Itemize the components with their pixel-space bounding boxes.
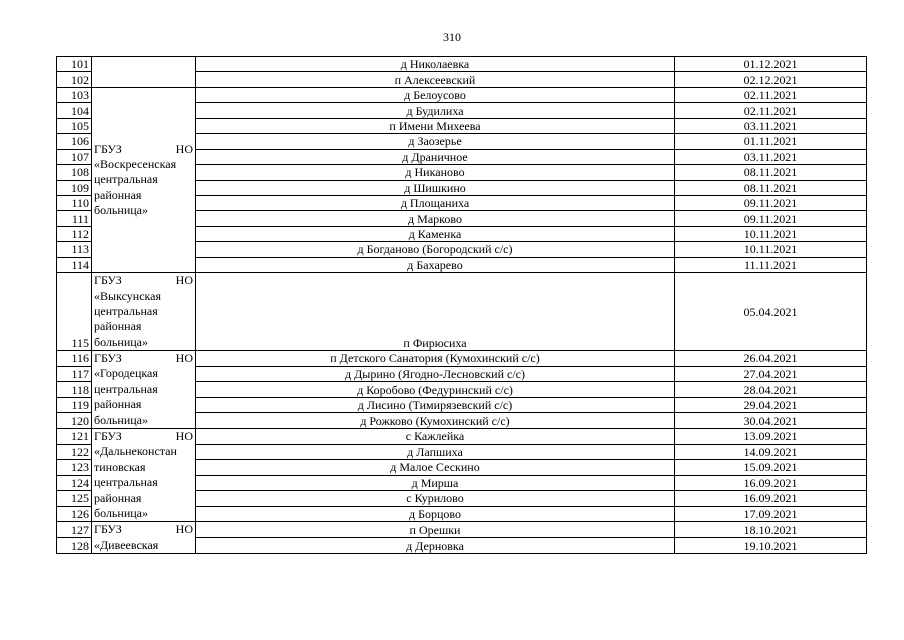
settlement-name: с Курилово [196, 491, 675, 507]
row-number: 102 [57, 72, 92, 87]
institution-cell [92, 57, 196, 88]
institution-line: районная [94, 319, 142, 334]
row-number: 119 [57, 397, 92, 413]
visit-date: 10.11.2021 [675, 226, 867, 241]
institution-line: «Городецкая [94, 366, 158, 381]
settlement-name: д Никаново [196, 165, 675, 180]
visit-date: 27.04.2021 [675, 366, 867, 382]
visit-date: 30.04.2021 [675, 413, 867, 429]
institution-word: ГБУЗ [94, 351, 122, 366]
row-number: 101 [57, 57, 92, 72]
row-number: 103 [57, 87, 92, 102]
row-number: 118 [57, 382, 92, 398]
visit-date: 02.11.2021 [675, 103, 867, 118]
settlement-name: д Дырино (Ягодно-Лесновский с/с) [196, 366, 675, 382]
institution-word: НО [175, 273, 193, 288]
table-row [57, 351, 867, 367]
settlement-name: д Борцово [196, 506, 675, 522]
table-body [57, 57, 867, 554]
visit-date: 09.11.2021 [675, 195, 867, 210]
visit-date: 16.09.2021 [675, 475, 867, 491]
institution-cell [92, 273, 196, 351]
row-number: 121 [57, 429, 92, 445]
settlement-name: д Бахарево [196, 257, 675, 272]
visit-date: 18.10.2021 [675, 522, 867, 538]
institution-line: больница» [94, 412, 148, 427]
institution-line: районная [94, 187, 142, 202]
row-number: 107 [57, 149, 92, 164]
visit-date: 10.11.2021 [675, 242, 867, 257]
visit-date: 02.12.2021 [675, 72, 867, 87]
settlement-name: д Драничное [196, 149, 675, 164]
row-number: 106 [57, 134, 92, 149]
settlement-name: д Заозерье [196, 134, 675, 149]
institution-line: районная [94, 490, 142, 505]
page-number: 310 [443, 30, 461, 44]
data-table [56, 56, 867, 554]
institution-word: НО [175, 429, 193, 444]
institution-word: ГБУЗ [94, 141, 122, 156]
institution-line: центральная [94, 381, 158, 396]
row-number: 108 [57, 165, 92, 180]
visit-date: 15.09.2021 [675, 460, 867, 476]
settlement-name: д Мирша [196, 475, 675, 491]
visit-date: 14.09.2021 [675, 444, 867, 460]
institution-line: «Выксунская [94, 288, 162, 303]
visit-date: 08.11.2021 [675, 180, 867, 195]
visit-date: 28.04.2021 [675, 382, 867, 398]
settlement-name: д Лапшиха [196, 444, 675, 460]
visit-date: 13.09.2021 [675, 429, 867, 445]
row-number: 115 [57, 273, 92, 351]
visit-date: 26.04.2021 [675, 351, 867, 367]
visit-date: 16.09.2021 [675, 491, 867, 507]
institution-word: НО [175, 141, 193, 156]
institution-cell [92, 522, 196, 554]
settlement-name: д Лисино (Тимирязевский с/с) [196, 397, 675, 413]
institution-word: ГБУЗ [94, 273, 122, 288]
visit-date: 03.11.2021 [675, 118, 867, 133]
institution-cell [92, 87, 196, 272]
settlement-name: д Площаниха [196, 195, 675, 210]
settlement-name: п Фирюсиха [196, 273, 675, 351]
table-row [57, 429, 867, 445]
settlement-name: п Имени Михеева [196, 118, 675, 133]
institution-word: ГБУЗ [94, 522, 122, 537]
row-number: 125 [57, 491, 92, 507]
table-row [57, 522, 867, 538]
row-number: 122 [57, 444, 92, 460]
row-number: 109 [57, 180, 92, 195]
row-number: 124 [57, 475, 92, 491]
settlement-name: д Николаевка [196, 57, 675, 72]
visit-date: 08.11.2021 [675, 165, 867, 180]
table-row [57, 87, 867, 102]
institution-line [94, 429, 193, 444]
settlement-name: д Белоусово [196, 87, 675, 102]
institution-line: больница» [94, 203, 148, 218]
settlement-name: с Кажлейка [196, 429, 675, 445]
settlement-name: д Будилиха [196, 103, 675, 118]
settlement-name: д Малое Сескино [196, 460, 675, 476]
settlement-name: д Богданово (Богородский с/с) [196, 242, 675, 257]
settlement-name: п Орешки [196, 522, 675, 538]
visit-date: 03.11.2021 [675, 149, 867, 164]
institution-line: больница» [94, 505, 148, 520]
settlement-name: п Алексеевский [196, 72, 675, 87]
visit-date: 17.09.2021 [675, 506, 867, 522]
visit-date: 09.11.2021 [675, 211, 867, 226]
table-row [57, 57, 867, 72]
row-number: 110 [57, 195, 92, 210]
settlement-name: д Рожково (Кумохинский с/с) [196, 413, 675, 429]
visit-date: 05.04.2021 [675, 273, 867, 351]
row-number: 116 [57, 351, 92, 367]
institution-line: центральная [94, 172, 158, 187]
settlement-name: д Дерновка [196, 538, 675, 554]
institution-line: «Дальнеконстан [94, 444, 177, 459]
institution-line: центральная [94, 475, 158, 490]
institution-word: НО [175, 522, 193, 537]
institution-line: тиновская [94, 459, 146, 474]
settlement-name: д Марково [196, 211, 675, 226]
institution-line: центральная [94, 303, 158, 318]
table-row [57, 273, 867, 351]
institution-line [94, 351, 193, 366]
row-number: 117 [57, 366, 92, 382]
institution-line: «Воскресенская [94, 156, 177, 171]
institution-line [94, 273, 193, 288]
row-number: 120 [57, 413, 92, 429]
settlement-name: д Шишкино [196, 180, 675, 195]
row-number: 113 [57, 242, 92, 257]
visit-date: 01.12.2021 [675, 57, 867, 72]
visit-date: 19.10.2021 [675, 538, 867, 554]
institution-line [94, 142, 193, 157]
row-number: 128 [57, 538, 92, 554]
visit-date: 02.11.2021 [675, 87, 867, 102]
institution-word: НО [175, 351, 193, 366]
institution-cell [92, 351, 196, 429]
row-number: 104 [57, 103, 92, 118]
institution-line: «Дивеевская [94, 537, 159, 552]
settlement-name: п Детского Санатория (Кумохинский с/с) [196, 351, 675, 367]
institution-cell [92, 429, 196, 522]
institution-line [94, 522, 193, 537]
institution-line: больница» [94, 334, 148, 349]
institution-word: ГБУЗ [94, 429, 122, 444]
settlement-name: д Коробово (Федуринский с/с) [196, 382, 675, 398]
row-number: 114 [57, 257, 92, 272]
settlement-name: д Каменка [196, 226, 675, 241]
institution-line: районная [94, 397, 142, 412]
row-number: 111 [57, 211, 92, 226]
row-number: 112 [57, 226, 92, 241]
visit-date: 29.04.2021 [675, 397, 867, 413]
row-number: 126 [57, 506, 92, 522]
visit-date: 11.11.2021 [675, 257, 867, 272]
row-number: 105 [57, 118, 92, 133]
row-number: 123 [57, 460, 92, 476]
visit-date: 01.11.2021 [675, 134, 867, 149]
row-number: 127 [57, 522, 92, 538]
